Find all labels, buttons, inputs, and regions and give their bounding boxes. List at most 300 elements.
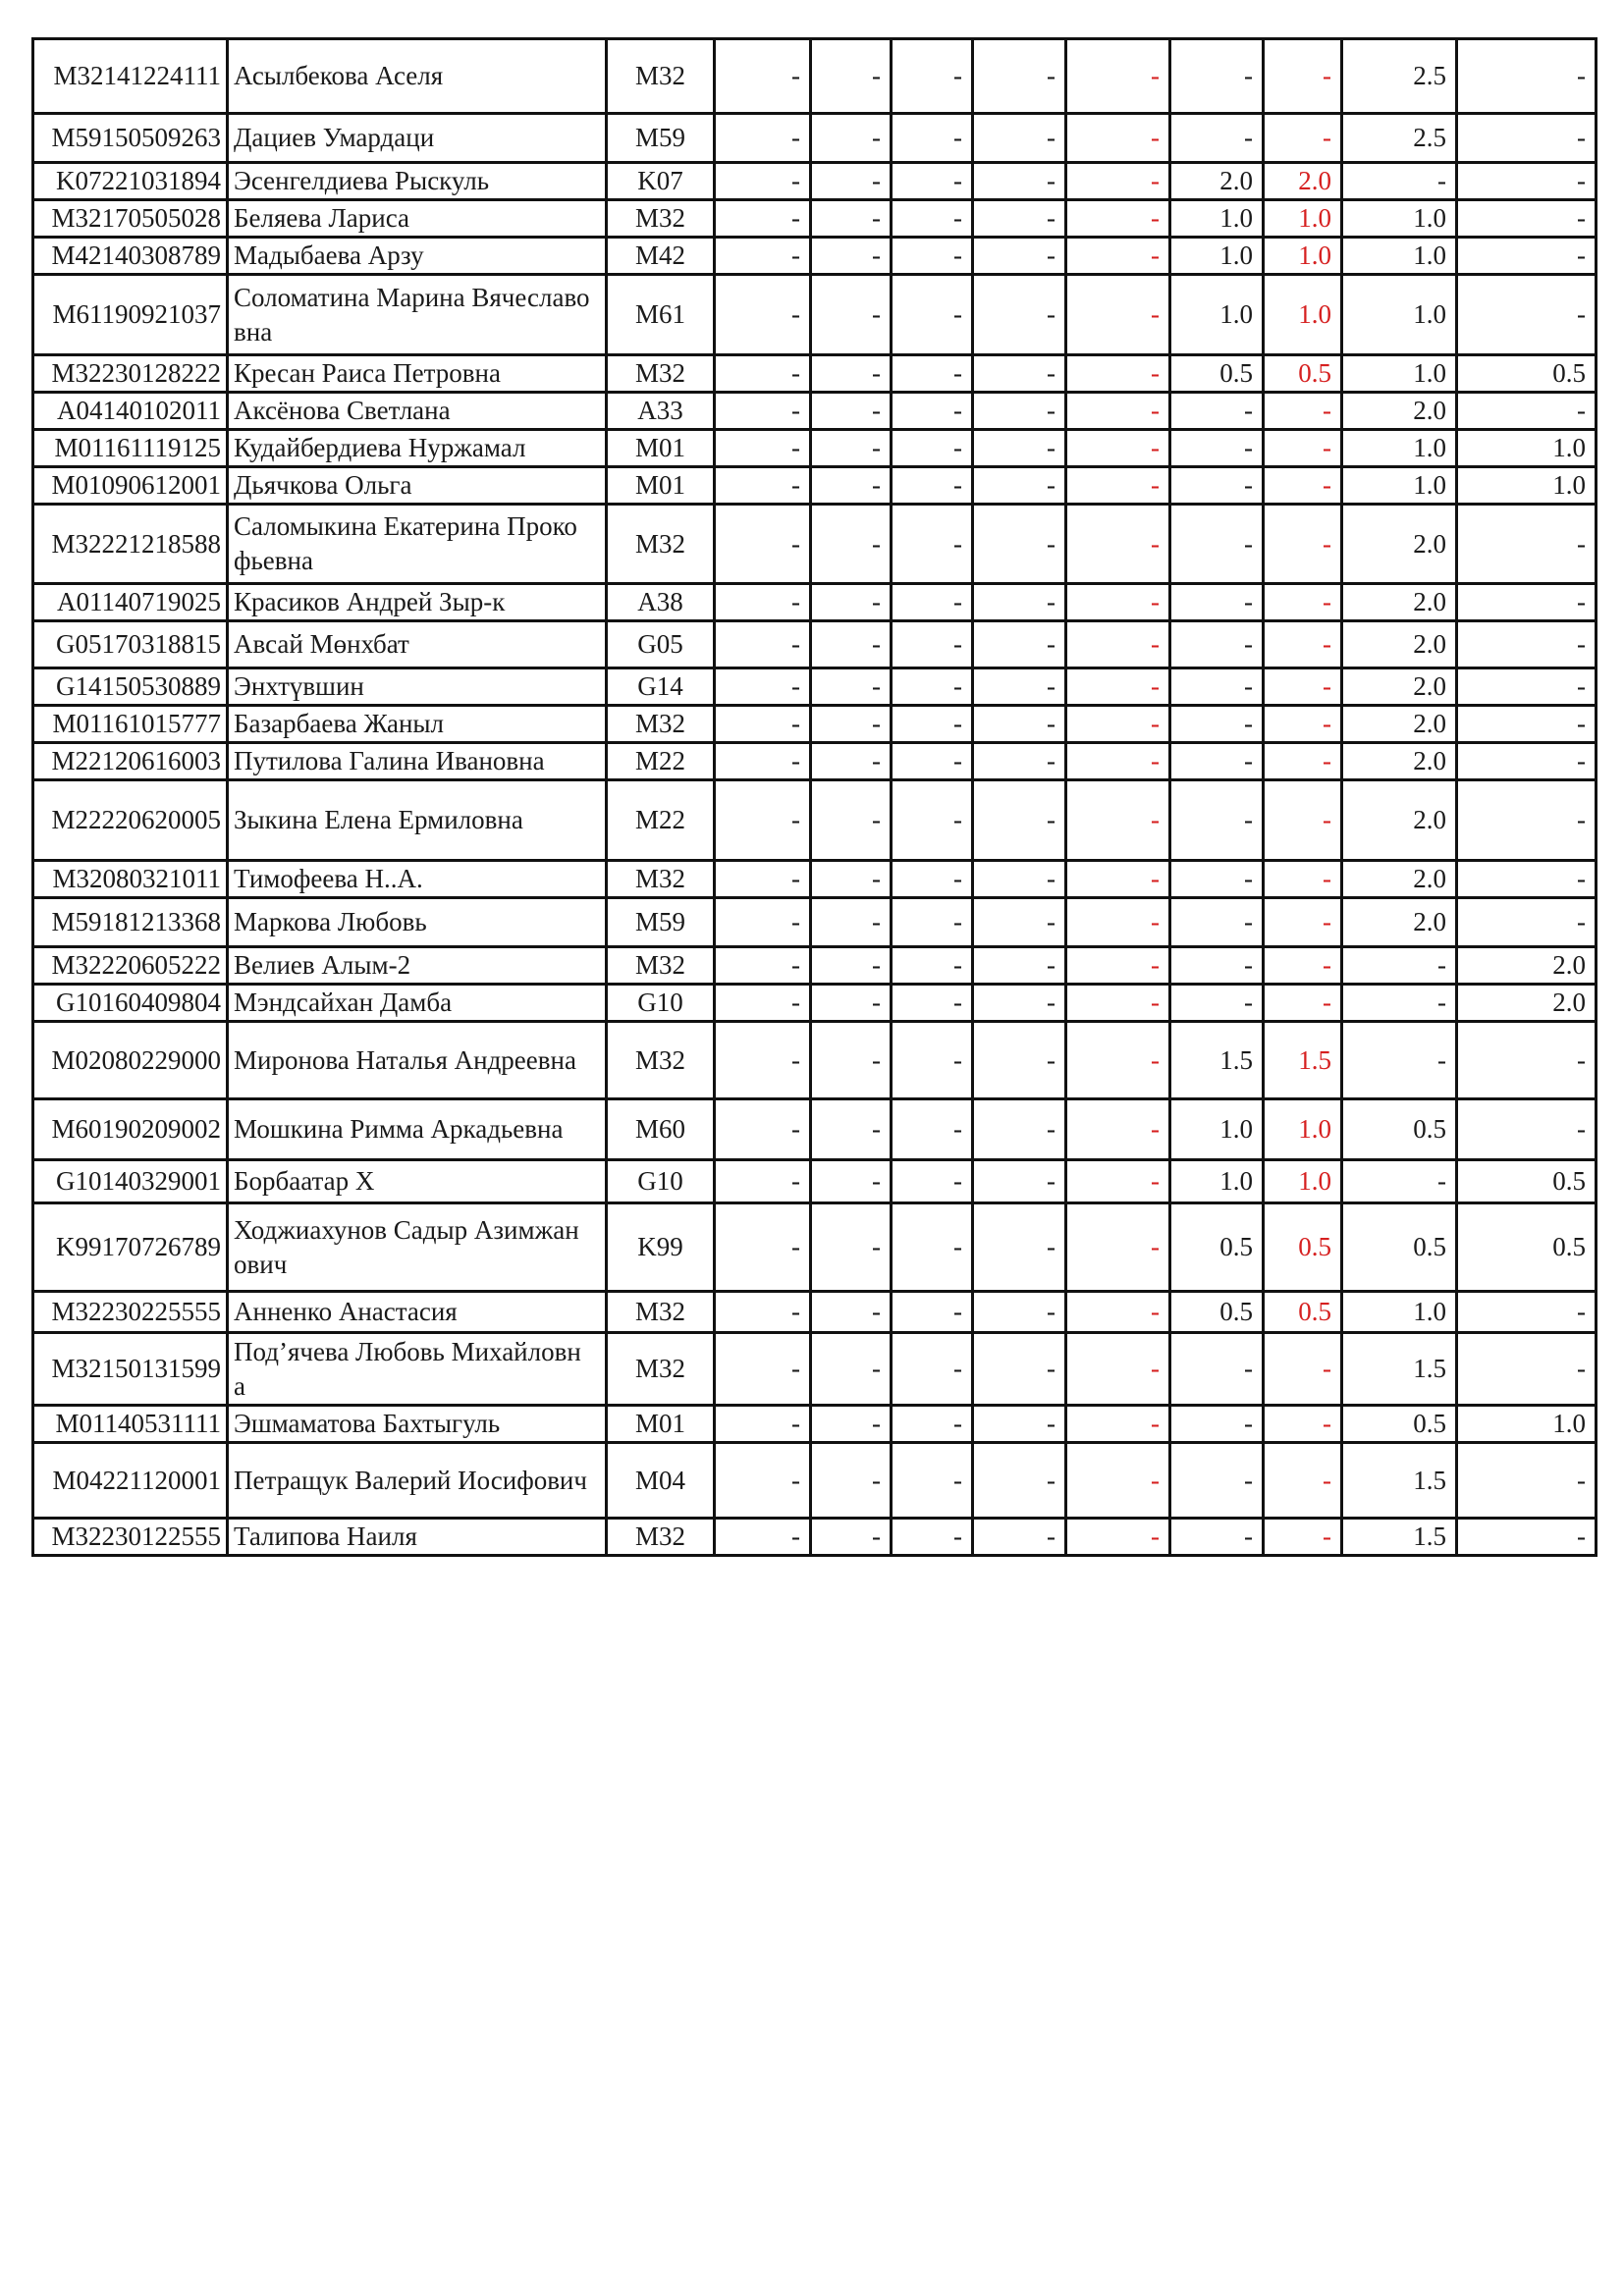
value-cell-1: - [715, 275, 811, 355]
value-cell-8: 1.0 [1342, 430, 1457, 467]
value-cell-4: - [973, 1022, 1066, 1099]
value-cell-1: - [715, 200, 811, 238]
row-name-cell: Авсай Мөнхбат [228, 621, 607, 668]
value-cell-7: - [1264, 505, 1342, 584]
row-id-cell: K99170726789 [33, 1203, 228, 1292]
row-id-cell: M01161119125 [33, 430, 228, 467]
value-cell-3: - [892, 1099, 973, 1160]
value-cell-6: - [1170, 947, 1264, 985]
value-cell-6: - [1170, 1519, 1264, 1556]
table-row [33, 275, 1597, 355]
value-cell-5: - [1066, 114, 1170, 163]
value-cell-8: 2.0 [1342, 743, 1457, 780]
value-cell-1: - [715, 430, 811, 467]
value-cell-2: - [811, 621, 892, 668]
value-cell-3: - [892, 467, 973, 505]
value-cell-9: 1.0 [1457, 1406, 1597, 1443]
value-cell-9: - [1457, 743, 1597, 780]
value-cell-9: - [1457, 1099, 1597, 1160]
row-name-cell: Красиков Андрей Зыр-к [228, 584, 607, 621]
row-name-cell: Дациев Умардаци [228, 114, 607, 163]
value-cell-4: - [973, 200, 1066, 238]
value-cell-8: - [1342, 985, 1457, 1022]
row-code-cell: M01 [607, 430, 715, 467]
row-id-cell: A01140719025 [33, 584, 228, 621]
value-cell-1: - [715, 861, 811, 898]
row-name-cell: Аксёнова Светлана [228, 393, 607, 430]
row-name-cell: Путилова Галина Ивановна [228, 743, 607, 780]
value-cell-8: 2.0 [1342, 898, 1457, 947]
row-id-cell: M32141224111 [33, 39, 228, 114]
value-cell-1: - [715, 355, 811, 393]
value-cell-3: - [892, 1203, 973, 1292]
table-row [33, 430, 1597, 467]
value-cell-7: - [1264, 467, 1342, 505]
row-id-cell: M32221218588 [33, 505, 228, 584]
value-cell-4: - [973, 668, 1066, 706]
value-cell-9: - [1457, 621, 1597, 668]
value-cell-4: - [973, 584, 1066, 621]
value-cell-7: - [1264, 1519, 1342, 1556]
row-name-cell: Под’ячева Любовь Михайловн а [228, 1333, 607, 1406]
value-cell-2: - [811, 668, 892, 706]
value-cell-2: - [811, 743, 892, 780]
row-name-cell: Талипова Наиля [228, 1519, 607, 1556]
value-cell-2: - [811, 1292, 892, 1333]
value-cell-7: - [1264, 1333, 1342, 1406]
value-cell-9: - [1457, 238, 1597, 275]
value-cell-5: - [1066, 1160, 1170, 1203]
row-name-cell: Мадыбаева Арзу [228, 238, 607, 275]
value-cell-1: - [715, 163, 811, 200]
row-name-cell: Беляева Лариса [228, 200, 607, 238]
row-id-cell: M01090612001 [33, 467, 228, 505]
row-code-cell: M32 [607, 1333, 715, 1406]
value-cell-9: - [1457, 668, 1597, 706]
value-cell-3: - [892, 743, 973, 780]
value-cell-3: - [892, 505, 973, 584]
value-cell-2: - [811, 898, 892, 947]
value-cell-5: - [1066, 1099, 1170, 1160]
value-cell-9: 1.0 [1457, 430, 1597, 467]
value-cell-1: - [715, 706, 811, 743]
value-cell-9: 0.5 [1457, 1160, 1597, 1203]
table-row [33, 1519, 1597, 1556]
row-name-cell: Зыкина Елена Ермиловна [228, 780, 607, 861]
value-cell-5: - [1066, 1022, 1170, 1099]
value-cell-6: 1.0 [1170, 1099, 1264, 1160]
value-cell-5: - [1066, 505, 1170, 584]
table-body [33, 39, 1597, 1556]
value-cell-4: - [973, 1406, 1066, 1443]
value-cell-4: - [973, 985, 1066, 1022]
value-cell-5: - [1066, 163, 1170, 200]
value-cell-3: - [892, 898, 973, 947]
value-cell-8: 1.5 [1342, 1333, 1457, 1406]
row-id-cell: M59150509263 [33, 114, 228, 163]
row-code-cell: M32 [607, 1519, 715, 1556]
value-cell-5: - [1066, 430, 1170, 467]
value-cell-4: - [973, 505, 1066, 584]
row-code-cell: M22 [607, 780, 715, 861]
value-cell-1: - [715, 668, 811, 706]
value-cell-7: 0.5 [1264, 355, 1342, 393]
value-cell-3: - [892, 393, 973, 430]
value-cell-1: - [715, 1203, 811, 1292]
value-cell-5: - [1066, 355, 1170, 393]
value-cell-3: - [892, 355, 973, 393]
value-cell-3: - [892, 114, 973, 163]
row-id-cell: M32230122555 [33, 1519, 228, 1556]
value-cell-7: - [1264, 743, 1342, 780]
row-name-cell: Дьячкова Ольга [228, 467, 607, 505]
table-row [33, 505, 1597, 584]
value-cell-4: - [973, 467, 1066, 505]
value-cell-7: - [1264, 861, 1342, 898]
value-cell-7: - [1264, 393, 1342, 430]
value-cell-5: - [1066, 780, 1170, 861]
value-cell-7: - [1264, 1443, 1342, 1519]
row-name-cell: Миронова Наталья Андреевна [228, 1022, 607, 1099]
value-cell-1: - [715, 505, 811, 584]
value-cell-5: - [1066, 743, 1170, 780]
value-cell-6: 0.5 [1170, 1203, 1264, 1292]
value-cell-4: - [973, 39, 1066, 114]
value-cell-9: - [1457, 1022, 1597, 1099]
value-cell-5: - [1066, 668, 1170, 706]
value-cell-8: 0.5 [1342, 1203, 1457, 1292]
value-cell-1: - [715, 1160, 811, 1203]
value-cell-4: - [973, 947, 1066, 985]
value-cell-5: - [1066, 1406, 1170, 1443]
value-cell-9: - [1457, 39, 1597, 114]
value-cell-2: - [811, 1519, 892, 1556]
value-cell-9: 0.5 [1457, 355, 1597, 393]
row-name-cell: Эшмаматова Бахтыгуль [228, 1406, 607, 1443]
row-id-cell: A04140102011 [33, 393, 228, 430]
value-cell-3: - [892, 1519, 973, 1556]
row-id-cell: M01161015777 [33, 706, 228, 743]
value-cell-1: - [715, 1022, 811, 1099]
value-cell-8: 1.0 [1342, 355, 1457, 393]
row-name-cell: Петращук Валерий Иосифович [228, 1443, 607, 1519]
value-cell-6: 1.0 [1170, 275, 1264, 355]
value-cell-1: - [715, 39, 811, 114]
row-name-cell: Асылбекова Аселя [228, 39, 607, 114]
value-cell-4: - [973, 238, 1066, 275]
table-row [33, 238, 1597, 275]
value-cell-2: - [811, 114, 892, 163]
row-name-cell: Маркова Любовь [228, 898, 607, 947]
value-cell-1: - [715, 114, 811, 163]
value-cell-3: - [892, 947, 973, 985]
value-cell-3: - [892, 275, 973, 355]
value-cell-6: 1.5 [1170, 1022, 1264, 1099]
table-row [33, 1406, 1597, 1443]
value-cell-1: - [715, 1333, 811, 1406]
value-cell-2: - [811, 1022, 892, 1099]
row-id-cell: M22120616003 [33, 743, 228, 780]
value-cell-8: 2.0 [1342, 861, 1457, 898]
row-id-cell: M32230225555 [33, 1292, 228, 1333]
value-cell-9: - [1457, 505, 1597, 584]
value-cell-5: - [1066, 947, 1170, 985]
value-cell-6: - [1170, 505, 1264, 584]
value-cell-6: - [1170, 467, 1264, 505]
value-cell-3: - [892, 780, 973, 861]
value-cell-2: - [811, 584, 892, 621]
row-id-cell: M61190921037 [33, 275, 228, 355]
value-cell-6: 0.5 [1170, 1292, 1264, 1333]
table-row [33, 200, 1597, 238]
table-row [33, 1022, 1597, 1099]
value-cell-5: - [1066, 706, 1170, 743]
value-cell-4: - [973, 1292, 1066, 1333]
value-cell-8: - [1342, 163, 1457, 200]
value-cell-3: - [892, 430, 973, 467]
row-id-cell: M04221120001 [33, 1443, 228, 1519]
value-cell-4: - [973, 114, 1066, 163]
value-cell-8: 2.5 [1342, 39, 1457, 114]
row-id-cell: G10140329001 [33, 1160, 228, 1203]
value-cell-6: - [1170, 706, 1264, 743]
value-cell-1: - [715, 743, 811, 780]
value-cell-4: - [973, 393, 1066, 430]
row-code-cell: M59 [607, 898, 715, 947]
value-cell-2: - [811, 163, 892, 200]
value-cell-1: - [715, 238, 811, 275]
value-cell-6: 0.5 [1170, 355, 1264, 393]
value-cell-2: - [811, 985, 892, 1022]
value-cell-4: - [973, 706, 1066, 743]
value-cell-2: - [811, 355, 892, 393]
value-cell-4: - [973, 861, 1066, 898]
value-cell-8: 2.0 [1342, 505, 1457, 584]
row-code-cell: M32 [607, 1022, 715, 1099]
row-code-cell: M04 [607, 1443, 715, 1519]
value-cell-6: - [1170, 39, 1264, 114]
value-cell-8: 1.0 [1342, 238, 1457, 275]
row-id-cell: K07221031894 [33, 163, 228, 200]
value-cell-2: - [811, 1443, 892, 1519]
value-cell-8: 2.0 [1342, 393, 1457, 430]
value-cell-9: 2.0 [1457, 947, 1597, 985]
row-code-cell: M32 [607, 505, 715, 584]
row-code-cell: M32 [607, 861, 715, 898]
row-id-cell: M02080229000 [33, 1022, 228, 1099]
value-cell-5: - [1066, 39, 1170, 114]
value-cell-6: - [1170, 898, 1264, 947]
value-cell-5: - [1066, 467, 1170, 505]
row-code-cell: M32 [607, 355, 715, 393]
row-name-cell: Мошкина Римма Аркадьевна [228, 1099, 607, 1160]
value-cell-9: - [1457, 393, 1597, 430]
row-code-cell: M59 [607, 114, 715, 163]
row-id-cell: M32150131599 [33, 1333, 228, 1406]
value-cell-8: - [1342, 947, 1457, 985]
value-cell-9: - [1457, 1443, 1597, 1519]
value-cell-8: 2.5 [1342, 114, 1457, 163]
value-cell-9: - [1457, 114, 1597, 163]
value-cell-2: - [811, 393, 892, 430]
value-cell-1: - [715, 584, 811, 621]
value-cell-5: - [1066, 985, 1170, 1022]
value-cell-3: - [892, 1022, 973, 1099]
value-cell-6: - [1170, 584, 1264, 621]
value-cell-2: - [811, 467, 892, 505]
value-cell-8: 2.0 [1342, 706, 1457, 743]
value-cell-5: - [1066, 238, 1170, 275]
value-cell-4: - [973, 621, 1066, 668]
table-row [33, 1292, 1597, 1333]
value-cell-8: 1.5 [1342, 1519, 1457, 1556]
value-cell-6: - [1170, 743, 1264, 780]
value-cell-9: - [1457, 275, 1597, 355]
value-cell-4: - [973, 275, 1066, 355]
table-row [33, 163, 1597, 200]
value-cell-7: - [1264, 706, 1342, 743]
row-name-cell: Саломыкина Екатерина Проко фьевна [228, 505, 607, 584]
value-cell-4: - [973, 898, 1066, 947]
row-id-cell: M42140308789 [33, 238, 228, 275]
row-code-cell: K07 [607, 163, 715, 200]
value-cell-2: - [811, 1333, 892, 1406]
value-cell-2: - [811, 1406, 892, 1443]
value-cell-4: - [973, 1443, 1066, 1519]
table-row [33, 584, 1597, 621]
value-cell-7: - [1264, 668, 1342, 706]
value-cell-6: 2.0 [1170, 163, 1264, 200]
value-cell-7: 0.5 [1264, 1292, 1342, 1333]
value-cell-2: - [811, 780, 892, 861]
value-cell-6: - [1170, 1443, 1264, 1519]
row-code-cell: K99 [607, 1203, 715, 1292]
value-cell-3: - [892, 985, 973, 1022]
row-name-cell: Мэндсайхан Дамба [228, 985, 607, 1022]
table-row [33, 780, 1597, 861]
value-cell-8: 1.0 [1342, 200, 1457, 238]
value-cell-7: - [1264, 1406, 1342, 1443]
row-id-cell: G14150530889 [33, 668, 228, 706]
value-cell-6: - [1170, 780, 1264, 861]
value-cell-9: - [1457, 200, 1597, 238]
value-cell-7: - [1264, 898, 1342, 947]
value-cell-9: - [1457, 1519, 1597, 1556]
value-cell-8: 2.0 [1342, 621, 1457, 668]
row-name-cell: Анненко Анастасия [228, 1292, 607, 1333]
value-cell-3: - [892, 1160, 973, 1203]
row-name-cell: Ходжиахунов Садыр Азимжан ович [228, 1203, 607, 1292]
table-row [33, 898, 1597, 947]
row-name-cell: Борбаатар Х [228, 1160, 607, 1203]
value-cell-5: - [1066, 621, 1170, 668]
value-cell-3: - [892, 200, 973, 238]
value-cell-9: - [1457, 163, 1597, 200]
value-cell-2: - [811, 1203, 892, 1292]
value-cell-1: - [715, 947, 811, 985]
value-cell-7: 1.5 [1264, 1022, 1342, 1099]
table-row [33, 355, 1597, 393]
value-cell-5: - [1066, 1443, 1170, 1519]
value-cell-2: - [811, 1160, 892, 1203]
table-row [33, 393, 1597, 430]
value-cell-3: - [892, 1333, 973, 1406]
value-cell-7: - [1264, 430, 1342, 467]
row-id-cell: M32220605222 [33, 947, 228, 985]
row-code-cell: M32 [607, 706, 715, 743]
value-cell-7: - [1264, 947, 1342, 985]
value-cell-2: - [811, 275, 892, 355]
row-code-cell: M60 [607, 1099, 715, 1160]
value-cell-4: - [973, 1519, 1066, 1556]
value-cell-5: - [1066, 275, 1170, 355]
table-row [33, 1333, 1597, 1406]
value-cell-4: - [973, 1333, 1066, 1406]
table-row [33, 1203, 1597, 1292]
value-cell-5: - [1066, 1519, 1170, 1556]
value-cell-2: - [811, 1099, 892, 1160]
value-cell-2: - [811, 947, 892, 985]
value-cell-3: - [892, 668, 973, 706]
table-row [33, 743, 1597, 780]
value-cell-5: - [1066, 584, 1170, 621]
value-cell-6: - [1170, 1406, 1264, 1443]
report-table [31, 37, 1597, 1557]
value-cell-4: - [973, 430, 1066, 467]
table-row [33, 621, 1597, 668]
value-cell-9: - [1457, 898, 1597, 947]
value-cell-1: - [715, 1099, 811, 1160]
value-cell-7: 2.0 [1264, 163, 1342, 200]
value-cell-7: - [1264, 114, 1342, 163]
table-row [33, 861, 1597, 898]
value-cell-9: - [1457, 1292, 1597, 1333]
value-cell-4: - [973, 163, 1066, 200]
value-cell-3: - [892, 706, 973, 743]
value-cell-4: - [973, 1160, 1066, 1203]
row-name-cell: Велиев Алым-2 [228, 947, 607, 985]
value-cell-6: - [1170, 430, 1264, 467]
value-cell-4: - [973, 1099, 1066, 1160]
row-id-cell: M22220620005 [33, 780, 228, 861]
value-cell-2: - [811, 505, 892, 584]
row-id-cell: G05170318815 [33, 621, 228, 668]
value-cell-8: 0.5 [1342, 1406, 1457, 1443]
value-cell-7: - [1264, 584, 1342, 621]
value-cell-1: - [715, 1406, 811, 1443]
value-cell-7: 1.0 [1264, 275, 1342, 355]
row-name-cell: Тимофеева Н..А. [228, 861, 607, 898]
value-cell-1: - [715, 1292, 811, 1333]
value-cell-7: 1.0 [1264, 1099, 1342, 1160]
value-cell-1: - [715, 898, 811, 947]
value-cell-8: 2.0 [1342, 668, 1457, 706]
row-code-cell: A33 [607, 393, 715, 430]
value-cell-6: - [1170, 1333, 1264, 1406]
value-cell-3: - [892, 1443, 973, 1519]
value-cell-9: 2.0 [1457, 985, 1597, 1022]
value-cell-6: - [1170, 114, 1264, 163]
value-cell-7: - [1264, 985, 1342, 1022]
value-cell-9: - [1457, 861, 1597, 898]
row-code-cell: M32 [607, 947, 715, 985]
value-cell-4: - [973, 355, 1066, 393]
table-row [33, 1443, 1597, 1519]
row-name-cell: Кудайбердиева Нуржамал [228, 430, 607, 467]
value-cell-6: 1.0 [1170, 200, 1264, 238]
value-cell-8: - [1342, 1022, 1457, 1099]
value-cell-3: - [892, 39, 973, 114]
